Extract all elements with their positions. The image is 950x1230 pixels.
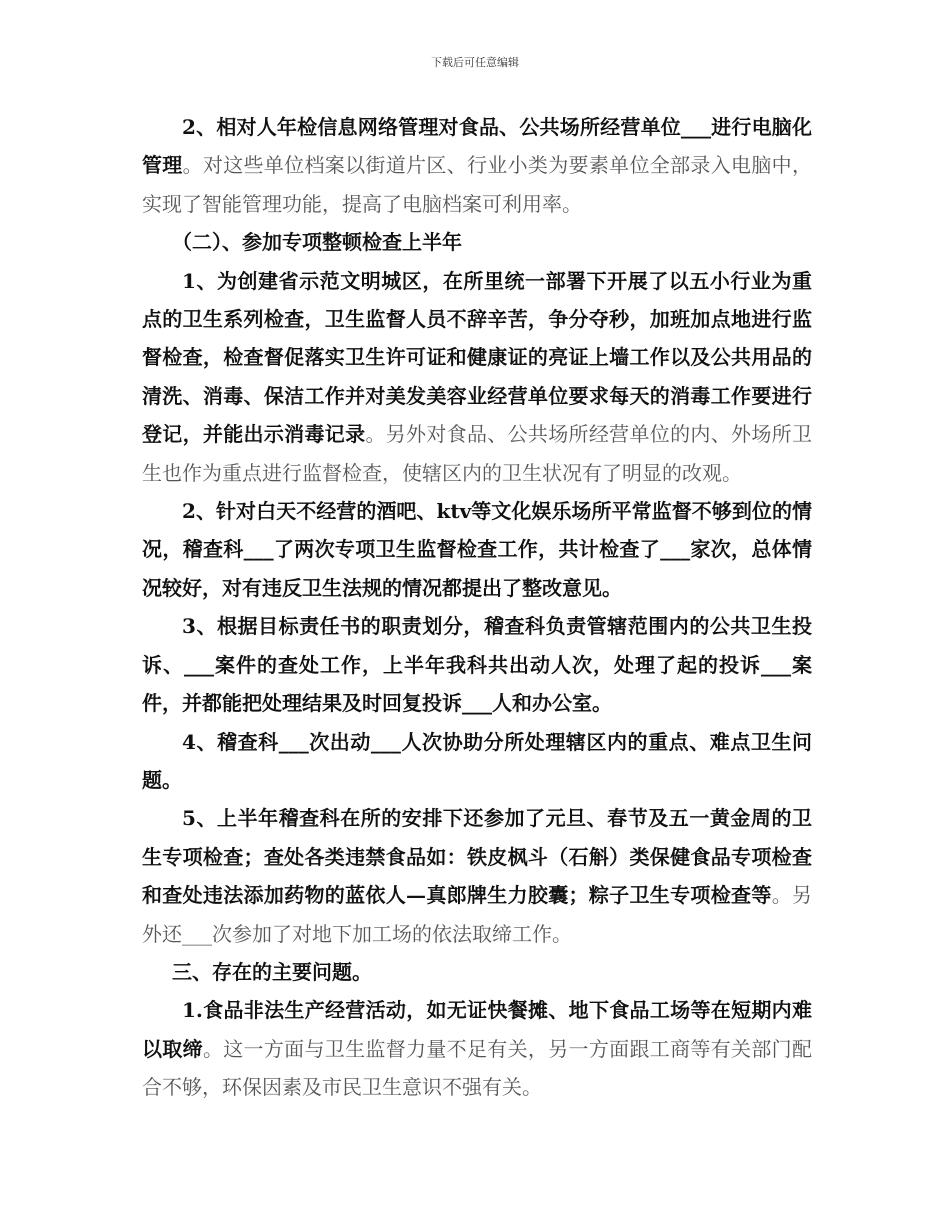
paragraph-light-text: 。另外对食品、公共场所经营单位的内、外场所卫生也作为重点进行监督检查，使辖区内的卫生状况有了明显的改观。 — [142, 422, 812, 485]
paragraph-bold-text: 3、根据目标责任书的职责划分，稽查科负责管辖范围内的公共卫生投诉、___案件的查处工作，上半年我科共出动人次，处理了起的投诉___案件，并都能把处理结果及时回复投诉___人和办公室。 — [142, 614, 812, 716]
paragraph-bold-text: 2、相对人年检信息网络管理对食品、公共场所经营单位___进行电脑化管理 — [142, 115, 812, 178]
section-heading-special-inspection — [142, 223, 812, 261]
paragraph-light-text: 。另外还___次参加了对地下加工场的依法取缔工作。 — [142, 883, 812, 946]
paragraph-light-text: 。对这些单位档案以街道片区、行业小类为要素单位全部录入电脑中，实现了智能管理功能，提高了电脑档案可利用率。 — [142, 153, 812, 216]
paragraph-illegal-production — [142, 991, 812, 1106]
heading-text: 三、存在的主要问题。 — [172, 959, 372, 984]
paragraph-holiday-inspection — [142, 799, 812, 953]
document-body — [142, 108, 812, 1107]
paragraph-bold-text: 1.食品非法生产经营活动，如无证快餐摊、地下食品工场等在短期内难以取缔 — [142, 998, 812, 1061]
paragraph-bold-text: 5、上半年稽查科在所的安排下还参加了元旦、春节及五一黄金周的卫生专项检查；查处各类违禁食品如：铁皮枫斗（石斛）类保健食品专项检查和查处违法添加药物的蓝依人—真郎牌生力胶囊；粽子卫生专项检查等 — [142, 806, 812, 908]
page-header: 下载后可任意编辑 — [431, 56, 519, 69]
paragraph-civilized-district — [142, 262, 812, 492]
paragraph-assist-branch — [142, 723, 812, 800]
paragraph-bold-text: 4、稽查科___次出动___人次协助分所处理辖区内的重点、难点卫生问题。 — [142, 729, 812, 792]
paragraph-complaints — [142, 607, 812, 722]
paragraph-light-text: 。这一方面与卫生监督力量不足有关，另一方面跟工商等有关部门配合不够，环保因素及市民卫生意识不强有关。 — [142, 1036, 812, 1100]
paragraph-network-management — [142, 108, 812, 223]
paragraph-bold-text: 1、为创建省示范文明城区，在所里统一部署下开展了以五小行业为重点的卫生系列检查，卫生监督人员不辞辛苦，争分夺秒，加班加点地进行监督检查，检查督促落实卫生许可证和健康证的亮证上墙工作以及公共用品的清洗、消毒、保洁工作并对美发美容业经营单位要求每天的消毒工作要进行登记，并能出示消毒记录 — [142, 268, 812, 447]
section-heading-main-problems — [142, 953, 812, 991]
paragraph-bold-text: 2、针对白天不经营的酒吧、ktv等文化娱乐场所平常监督不够到位的情况，稽查科___了两次专项卫生监督检查工作，共计检查了___家次，总体情况较好，对有违反卫生法规的情况都提出了整改意见。 — [142, 499, 812, 600]
heading-text: （二）、参加专项整顿检查上半年 — [172, 230, 462, 255]
paragraph-ktv-inspection — [142, 492, 812, 607]
